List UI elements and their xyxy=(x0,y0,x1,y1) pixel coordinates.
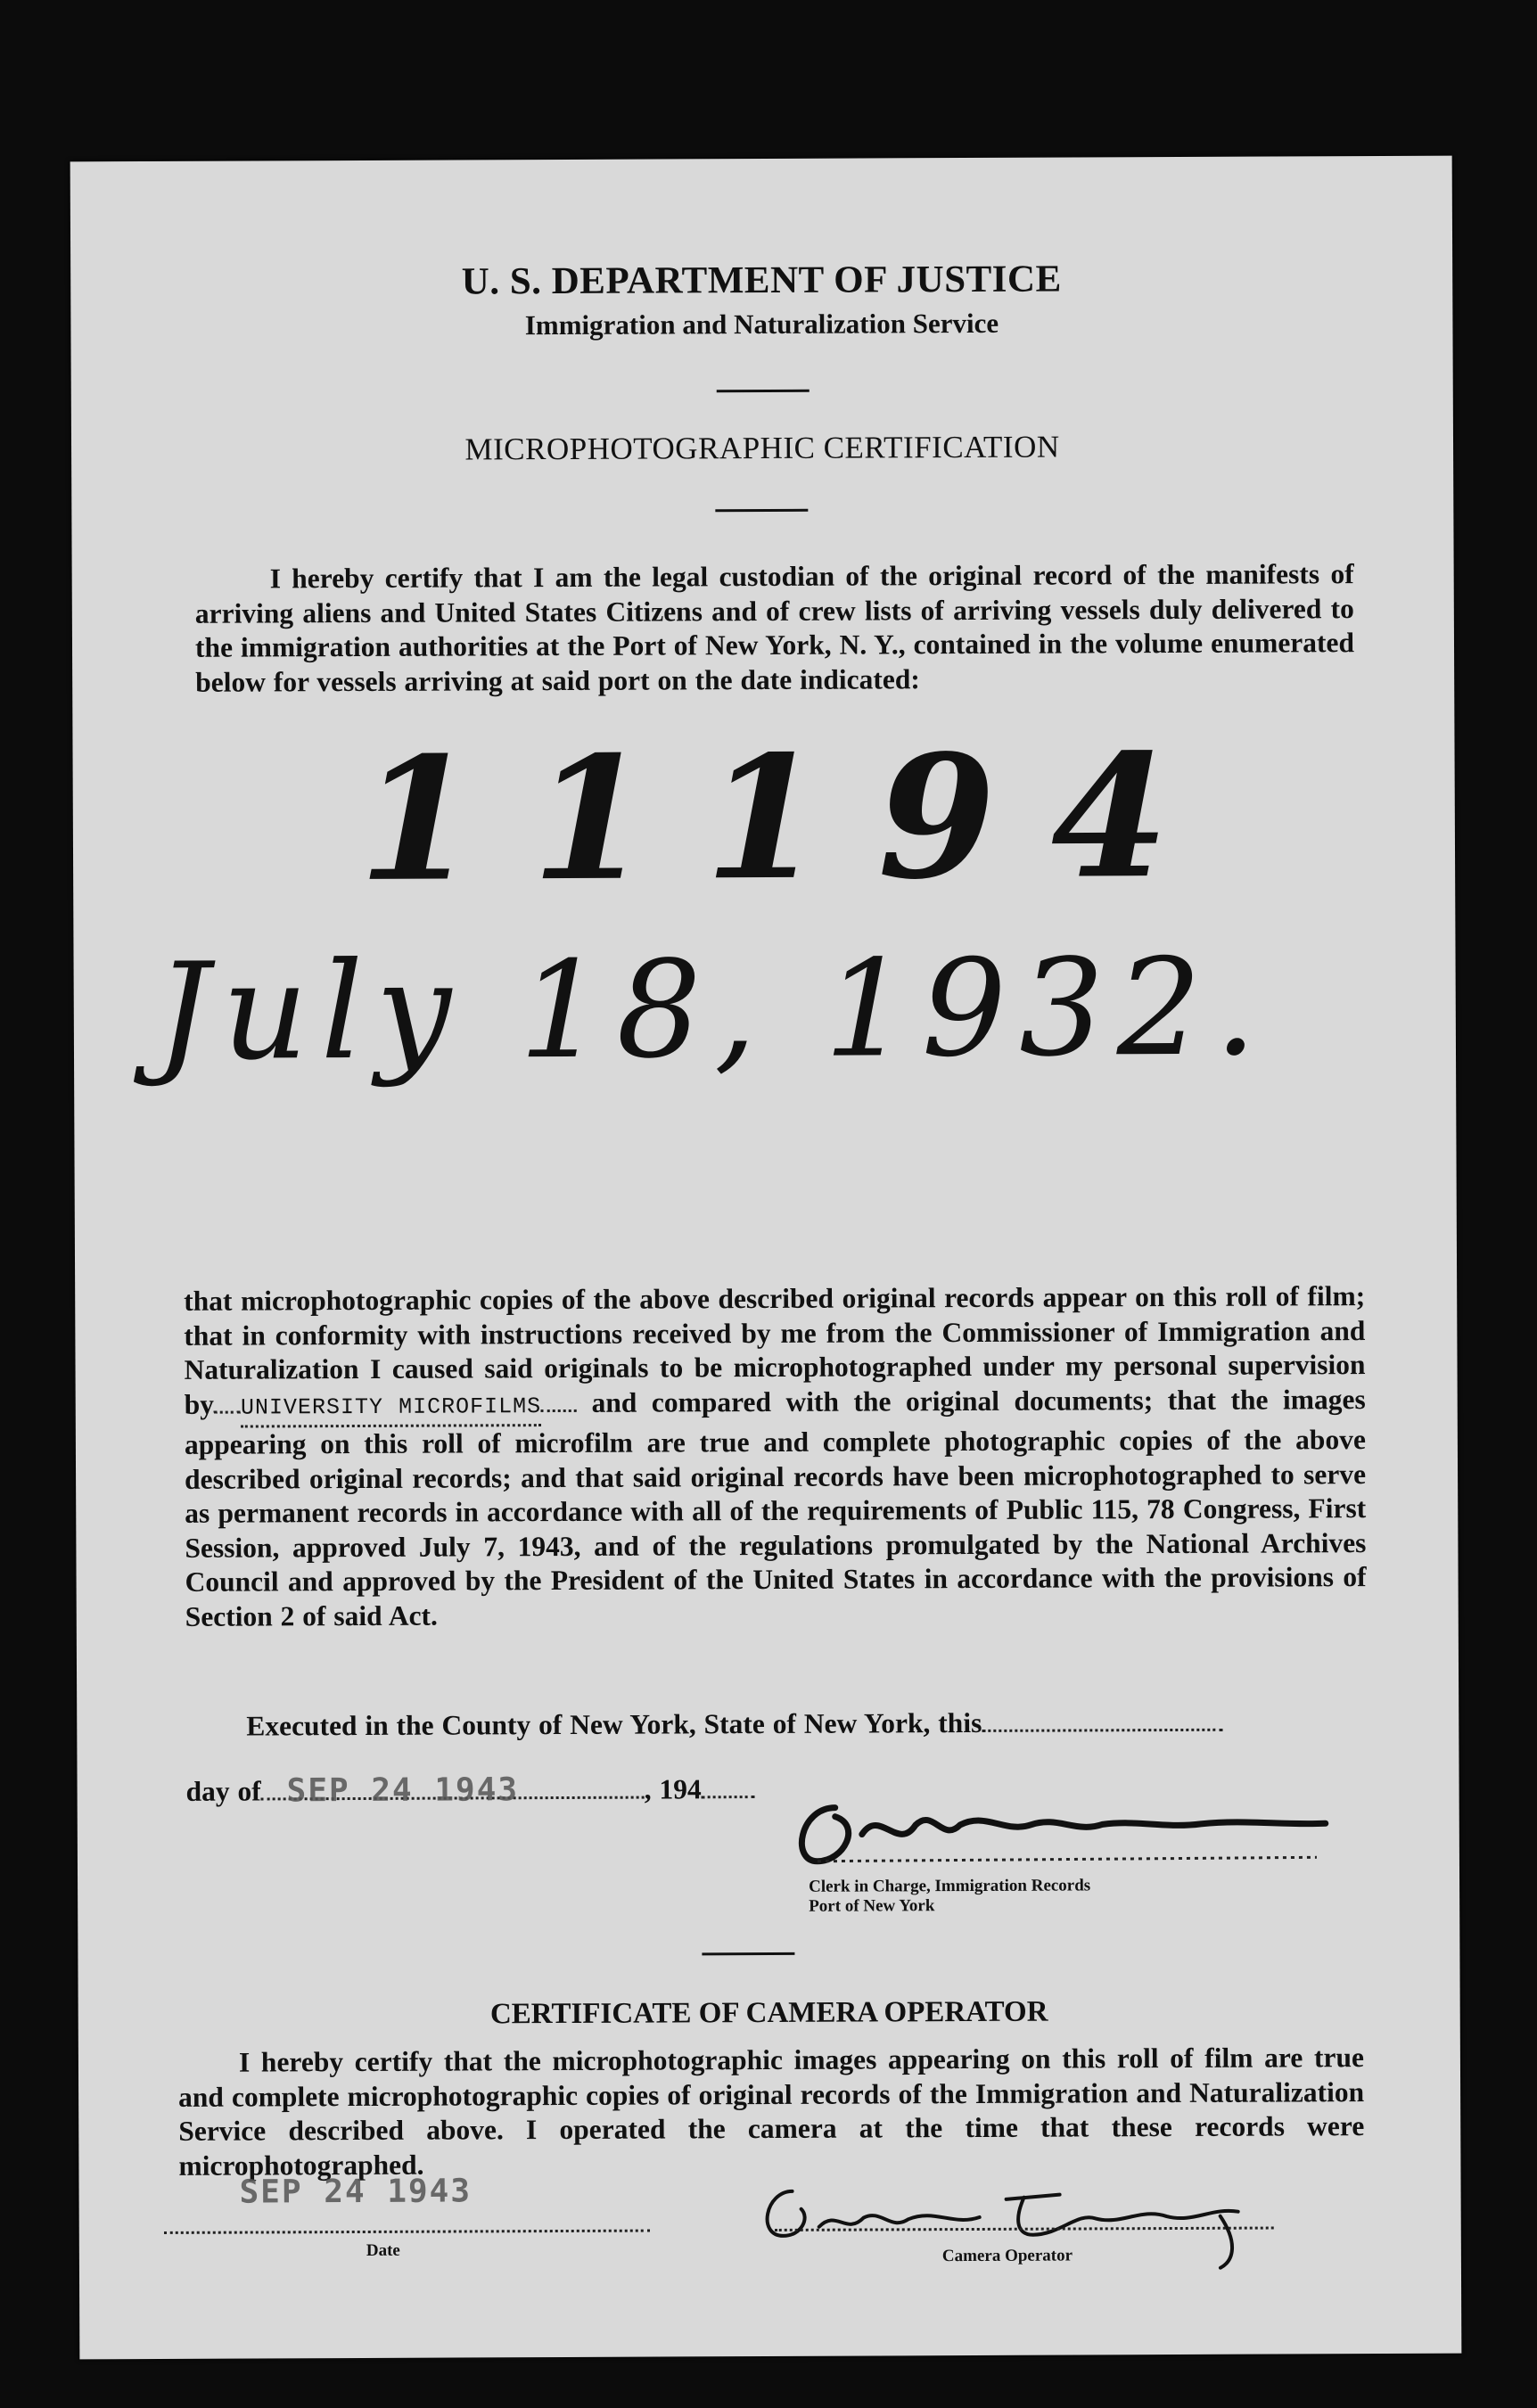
year-prefix: , 194 xyxy=(644,1773,702,1805)
department-title: U. S. DEPARTMENT OF JUSTICE xyxy=(461,258,1062,303)
date-stamp: SEP 24 1943 xyxy=(286,1771,520,1810)
body-text-part1: that microphotographic copies of the above described original records appear on this roll of film; that in conformity with instructions received by me from the Commissioner of Immigration and Naturalization I caused said originals to be microphotographed under my personal supervision by xyxy=(184,1280,1366,1420)
handwritten-volume-number: 11194 xyxy=(358,716,1225,919)
executed-line xyxy=(185,1705,1367,1744)
certification-title: MICROPHOTOGRAPHIC CERTIFICATION xyxy=(464,429,1060,467)
body-paragraph xyxy=(184,1279,1367,1634)
certificate-sheet xyxy=(70,156,1462,2360)
intro-paragraph: I hereby certify that I am the legal custodian of the original record of the manifests of arriving aliens and United States Citizens and of crew lists of arriving vessels duly delivered to the immigration authorities at the Port of New York, N. Y., contained in the volume enumerated below for vessels arriving at said port on the date indicated: xyxy=(194,558,1355,698)
camera-certificate-title: CERTIFICATE OF CAMERA OPERATOR xyxy=(489,1995,1048,2031)
clerk-title-line1: Clerk in Charge, Immigration Records xyxy=(809,1876,1091,1896)
camera-operator-label: Camera Operator xyxy=(941,2246,1073,2266)
divider-rule xyxy=(702,1952,794,1955)
clerk-signature xyxy=(782,1770,1389,1879)
service-subtitle: Immigration and Naturalization Service xyxy=(524,307,999,341)
handwritten-date: July 18, 1932. xyxy=(155,930,1270,1090)
camera-certificate-paragraph: I hereby certify that the microphotographic images appearing on this roll of film are true and complete microphotographic copies of original records of the Immigration and Naturalization Service described above. I operated the camera at the time that these records were microphotographed. xyxy=(178,2042,1365,2182)
camera-date-stamp: SEP 24 1943 xyxy=(239,2173,473,2211)
date-line xyxy=(164,2230,650,2234)
divider-rule xyxy=(717,390,810,392)
divider-rule xyxy=(715,509,808,512)
body-text-part2: and compared with the original documents; that the images appearing on this roll of microfilm are true and complete photographic copies of the above described original records; and that said original records have been microphotographed to serve as permanent records in accordance with all of the requirements of Public 115, 78 Congress, First Session, approved July 7, 1943, and of the regulations promulgated by the National Archives Council and approved by the President of the United States in accordance with the provisions of Section 2 of said Act. xyxy=(184,1383,1367,1632)
typed-company-name: UNIVERSITY MICROFILMS xyxy=(241,1390,541,1428)
day-of-label: day of xyxy=(185,1775,261,1807)
executed-text: Executed in the County of New York, State of New York, this xyxy=(246,1706,982,1742)
clerk-title xyxy=(809,1876,1090,1916)
clerk-title-line2: Port of New York xyxy=(809,1896,935,1916)
date-label: Date xyxy=(366,2240,400,2260)
